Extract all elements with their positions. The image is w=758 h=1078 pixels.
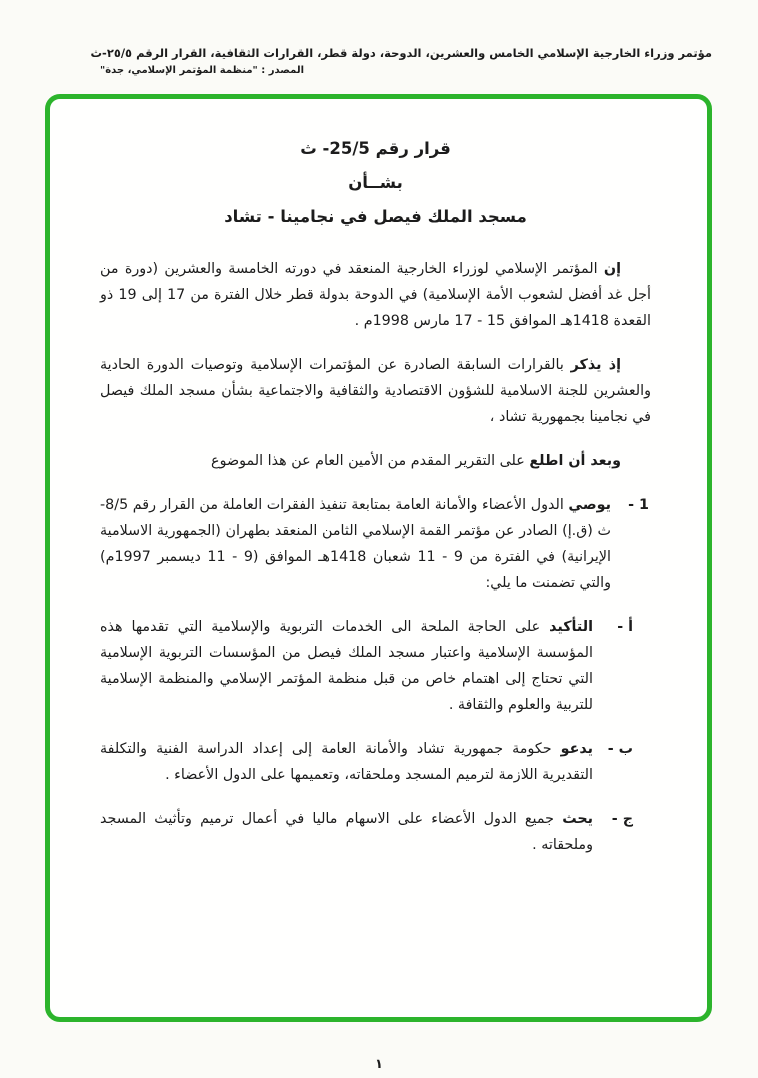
header-source-line: المصدر : "منظمة المؤتمر الإسلامي، جدة"	[99, 65, 304, 76]
title-regarding: بشــأن	[348, 173, 403, 192]
paragraph-recall	[100, 352, 651, 430]
sub-item-c	[100, 806, 651, 858]
sub-item-b	[100, 736, 651, 788]
sub-item-a-marker: أ -	[617, 619, 633, 636]
preamble-text: المؤتمر الإسلامي لوزراء الخارجية المنعقد في دورته الخامسة والعشرين (دورة من أجل غد أفضل لشعوب الأمة الإسلامية) في الدوحة بدولة قطر خلال الفترة من 17 إلى 19 ذو القعدة 1418هـ الموافق 15 - 17 مارس 1998م .	[100, 261, 651, 330]
sub-item-a-lead-word: التأكيد	[549, 619, 593, 636]
resolution-number-title: قرار رقم 25/5- ث	[300, 139, 451, 158]
sub-item-c-lead-word: يحث	[562, 811, 594, 828]
page-header	[40, 46, 712, 76]
sub-item-b-text: حكومة جمهورية تشاد والأمانة العامة إلى إعداد الدراسة الفنية والتكلفة التقديرية اللازمة لترميم المسجد وملحقاته، وتعميمها على الدول الأعضاء .	[100, 741, 593, 784]
page-number: ١	[375, 1057, 383, 1072]
document-content	[50, 99, 707, 1017]
resolution-item-1	[100, 492, 651, 596]
sub-item-a	[100, 614, 651, 718]
title-subject: مسجد الملك فيصل في نجامينا - تشاد	[224, 207, 527, 226]
header-conference-line: مؤتمر وزراء الخارجية الإسلامي الخامس والعشرين، الدوحة، دولة قطر، القرارات الثقافية، القرار الرقم ٢٥/٥-ث	[90, 46, 712, 60]
report-lead-word: وبعد أن اطلع	[529, 453, 621, 470]
title-block	[100, 139, 651, 226]
item-1-lead-word: يوصي	[568, 497, 612, 514]
sub-item-a-text: على الحاجة الملحة الى الخدمات التربوية والإسلامية التي تقدمها هذه المؤسسة الإسلامية واعتبار مسجد الملك فيصل من المؤسسات التربوية الإسلامية التي تحتاج إلى اهتمام خاص من قبل منظمة المؤتمر الإسلامي والمنظمة الإسلامية للتربية والعلوم والثقافة .	[100, 619, 593, 714]
sub-item-c-marker: ج -	[611, 811, 633, 828]
report-text: على التقرير المقدم من الأمين العام عن هذا الموضوع	[211, 453, 525, 470]
page-footer	[0, 1053, 758, 1072]
sub-item-b-lead-word: يدعو	[560, 741, 594, 758]
sub-item-b-marker: ب -	[607, 741, 633, 758]
preamble-lead-word: إن	[603, 261, 622, 277]
item-1-text: الدول الأعضاء والأمانة العامة بمتابعة تنفيذ الفقرات العاملة من القرار رقم 8/5-ث (ق.إ) الصادر عن مؤتمر القمة الإسلامي الثامن المنعقد بطهران (الجمهورية الاسلامية الإيرانية) في الفترة من 9 - 11 شعبان 1418هـ الموافق (9 - 11 ديسمبر 1997م) والتي تضمنت ما يلي:	[100, 497, 612, 592]
paragraph-report	[100, 448, 651, 474]
paragraph-preamble	[100, 256, 651, 334]
item-1-marker: 1 -	[628, 497, 649, 514]
sub-item-c-text: جميع الدول الأعضاء على الاسهام ماليا في أعمال ترميم وتأثيث المسجد وملحقاته .	[100, 811, 593, 854]
recall-text: بالقرارات السابقة الصادرة عن المؤتمرات الإسلامية وتوصيات الدورة الحادية والعشرين للجنة الاسلامية للشؤون الاقتصادية والثقافية والاجتماعية بشأن مسجد الملك فيصل في نجامينا بجمهورية تشاد ،	[100, 357, 651, 426]
green-border-frame	[45, 94, 712, 1022]
recall-lead-word: إذ يذكر	[570, 357, 621, 374]
